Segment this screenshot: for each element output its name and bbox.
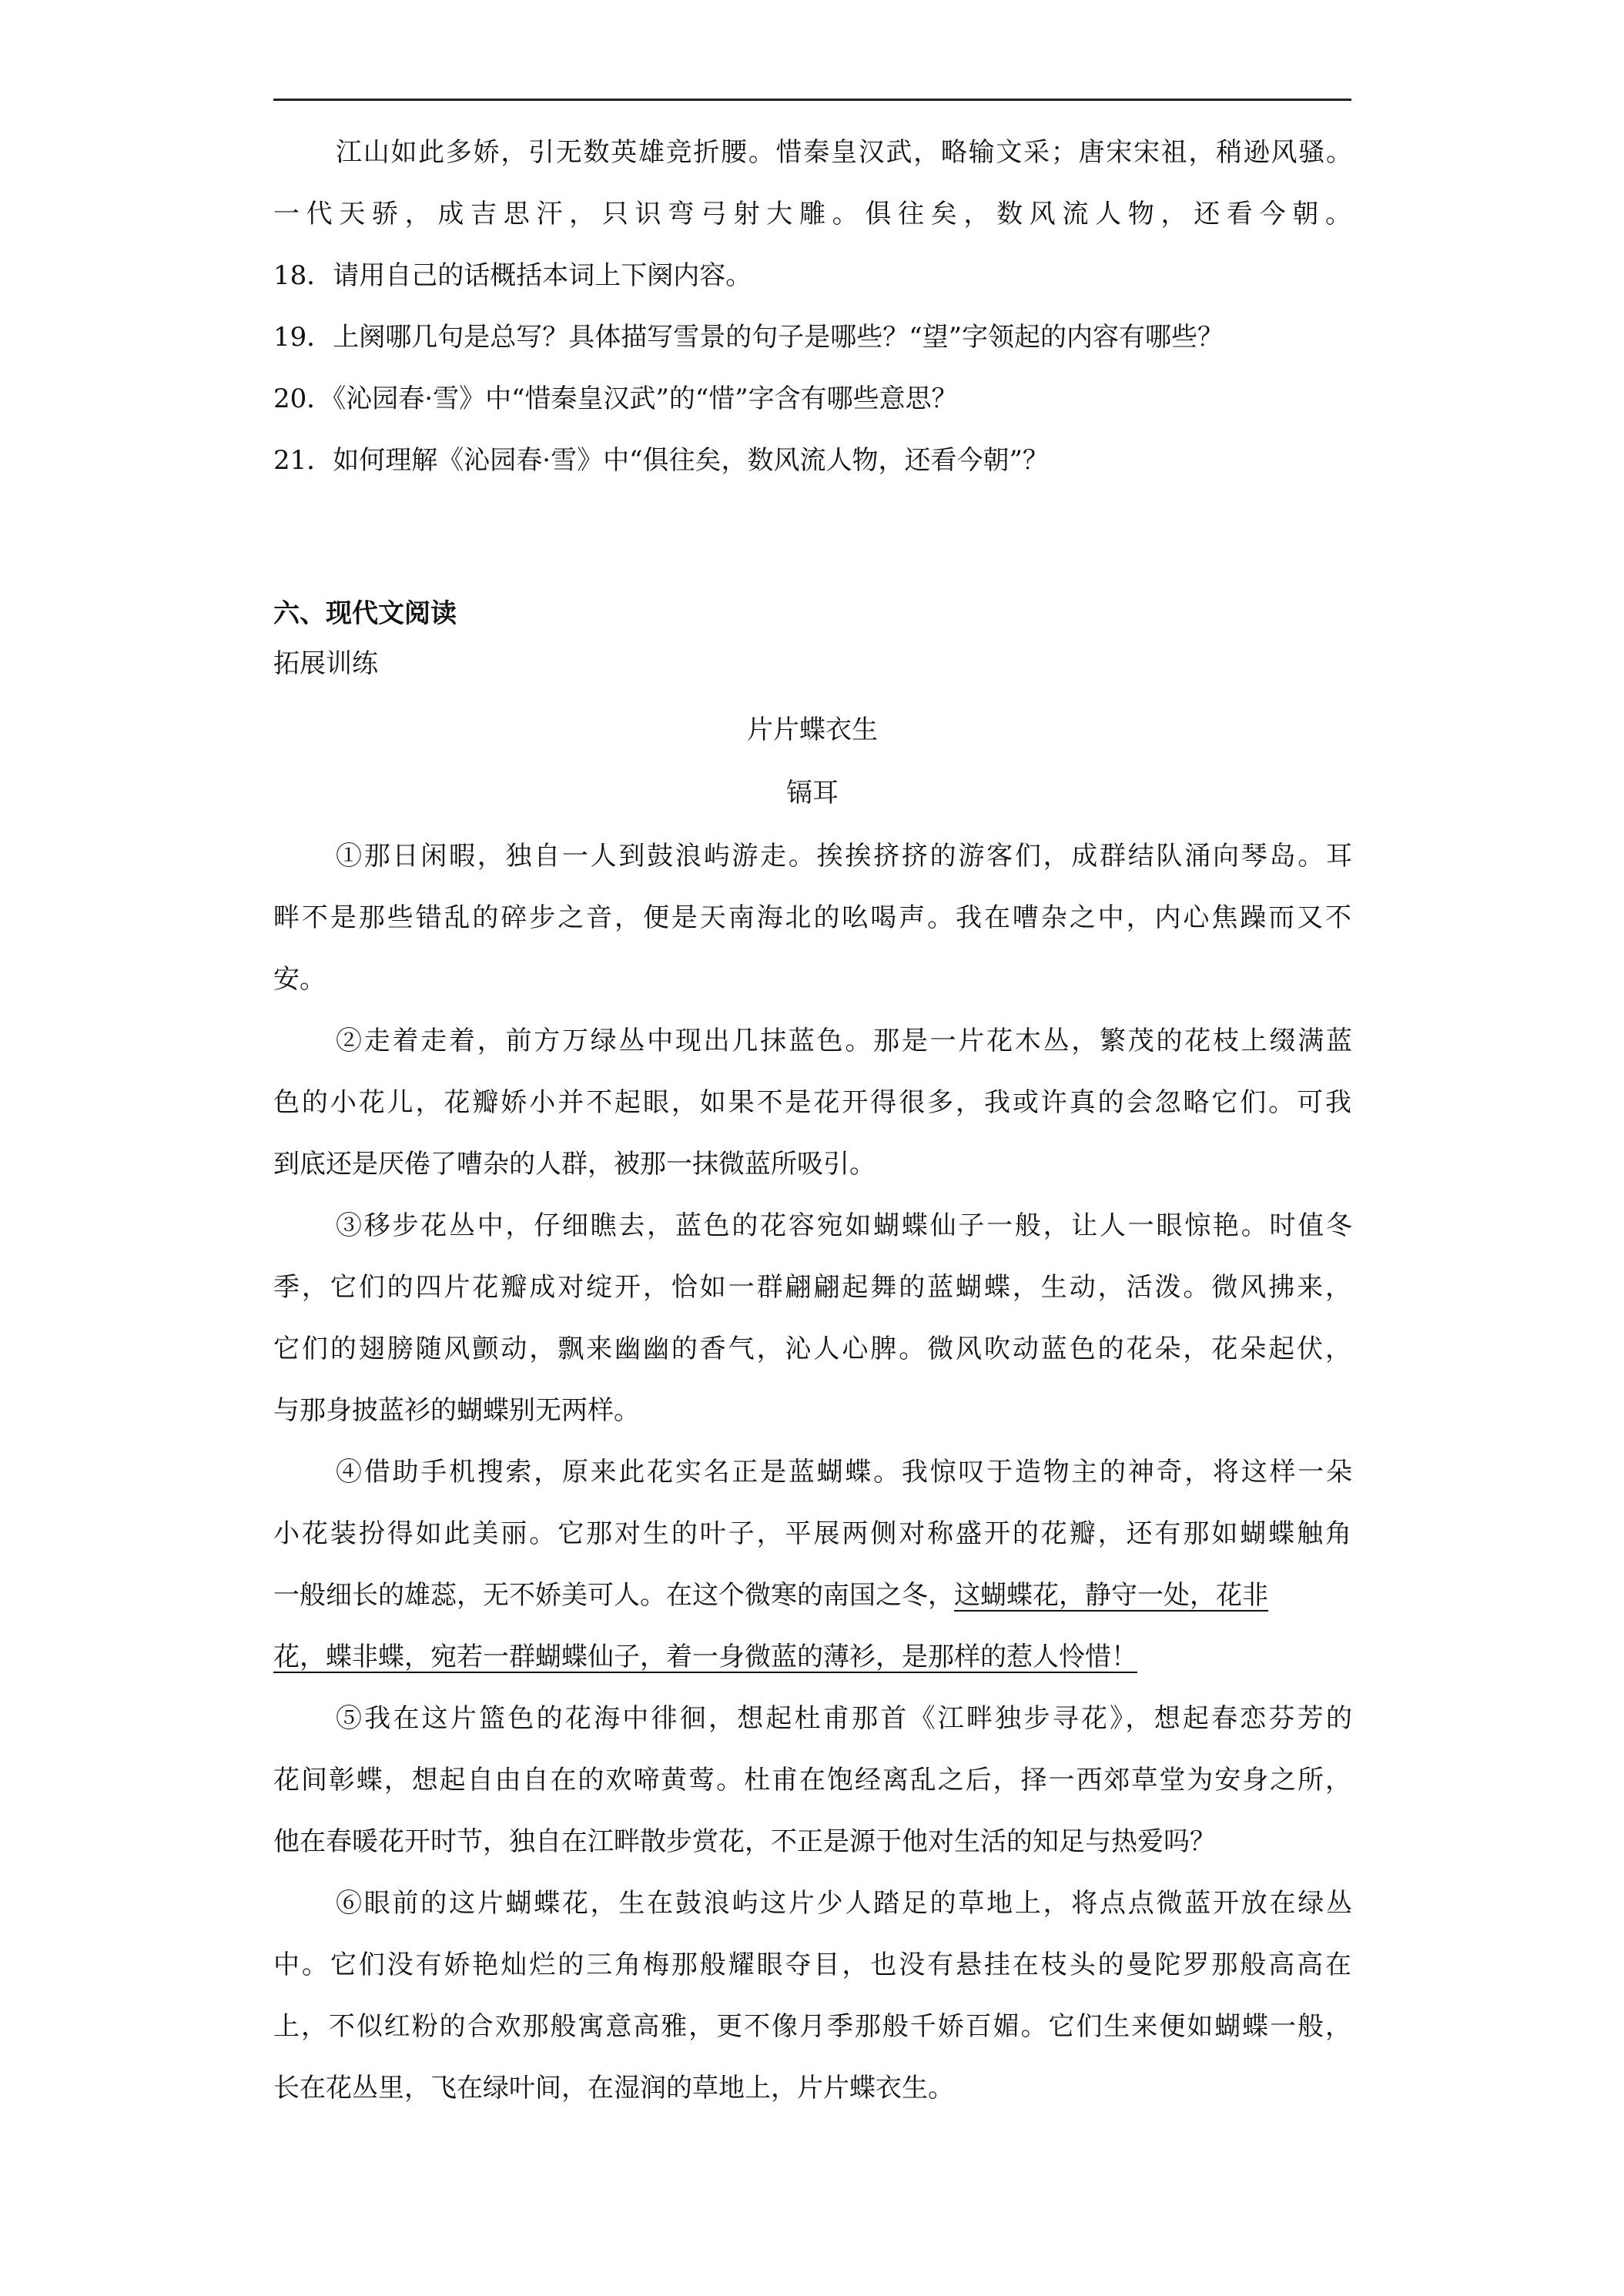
question-18: 18．请用自己的话概括本词上下阕内容。 bbox=[273, 260, 752, 291]
section-subheading: 拓展训练 bbox=[273, 648, 378, 679]
section-heading: 六、现代文阅读 bbox=[273, 598, 457, 629]
header-rule bbox=[273, 99, 1351, 101]
paragraph-line: 色的小花儿，花瓣娇小并不起眼，如果不是花开得很多，我或许真的会忽略它们。可我 bbox=[273, 1087, 1351, 1118]
paragraph-text: 一般细长的雄蕊，无不娇美可人。在这个微寒的南国之冬， bbox=[273, 1580, 954, 1611]
paragraph-line: 中。它们没有娇艳灿烂的三角梅那般耀眼夺目，也没有悬挂在枝头的曼陀罗那般高高在 bbox=[273, 1950, 1351, 1980]
paragraph-line: 花间彰蝶，想起自由自在的欢啼黄莺。杜甫在饱经离乱之后，择一西郊草堂为安身之所， bbox=[273, 1765, 1351, 1796]
paragraph-line: ③移步花丛中，仔细瞧去，蓝色的花容宛如蝴蝶仙子一般，让人一眼惊艳。时值冬 bbox=[336, 1210, 1352, 1241]
paragraph-line: 它们的翅膀随风颤动，飘来幽幽的香气，沁人心脾。微风吹动蓝色的花朵，花朵起伏， bbox=[273, 1334, 1351, 1364]
underlined-sentence: 这蝴蝶花，静守一处，花非 bbox=[954, 1580, 1268, 1611]
article-title: 片片蝶衣生 bbox=[747, 715, 878, 745]
paragraph-line: 畔不是那些错乱的碎步之音，便是天南海北的吆喝声。我在嘈杂之中，内心焦躁而又不 bbox=[273, 902, 1351, 933]
question-19: 19．上阕哪几句是总写？具体描写雪景的句子是哪些？“望”字领起的内容有哪些？ bbox=[273, 322, 1224, 353]
paragraph-line: 小花装扮得如此美丽。它那对生的叶子，平展两侧对称盛开的花瓣，还有那如蝴蝶触角 bbox=[273, 1518, 1351, 1549]
paragraph-line: 与那身披蓝衫的蝴蝶别无两样。 bbox=[273, 1395, 640, 1426]
paragraph-line: ①那日闲暇，独自一人到鼓浪屿游走。挨挨挤挤的游客们，成群结队涌向琴岛。耳 bbox=[336, 841, 1352, 872]
paragraph-line: 上，不似红粉的合欢那般寓意高雅，更不像月季那般千娇百媚。它们生来便如蝴蝶一般， bbox=[273, 2011, 1351, 2042]
paragraph-line: 长在花丛里，飞在绿叶间，在湿润的草地上，片片蝶衣生。 bbox=[273, 2073, 954, 2104]
poem-line: 一代天骄，成吉思汗，只识弯弓射大雕。俱往矣，数风流人物，还看今朝。 bbox=[273, 199, 1351, 229]
paragraph-line bbox=[273, 1638, 1351, 1675]
paragraph-line: 到底还是厌倦了嘈杂的人群，被那一抹微蓝所吸引。 bbox=[273, 1149, 876, 1180]
paragraph-line: ④借助手机搜索，原来此花实名正是蓝蝴蝶。我惊叹于造物主的神奇，将这样一朵 bbox=[336, 1457, 1352, 1488]
paragraph-line: 季，它们的四片花瓣成对绽开，恰如一群翩翩起舞的蓝蝴蝶，生动，活泼。微风拂来， bbox=[273, 1272, 1351, 1303]
underlined-sentence: 花，蝶非蝶，宛若一群蝴蝶仙子，着一身微蓝的薄衫，是那样的惹人怜惜！ bbox=[273, 1642, 1137, 1672]
question-20: 20．《沁园春·雪》中“惜秦皇汉武”的“惜”字含有哪些意思？ bbox=[273, 383, 958, 414]
paragraph-line: ⑥眼前的这片蝴蝶花，生在鼓浪屿这片少人踏足的草地上，将点点微蓝开放在绿丛 bbox=[336, 1888, 1352, 1919]
paragraph-line: ②走着走着，前方万绿丛中现出几抹蓝色。那是一片花木丛，繁茂的花枝上缀满蓝 bbox=[336, 1026, 1352, 1056]
poem-line: 江山如此多娇，引无数英雄竞折腰。惜秦皇汉武，略输文采；唐宋宋祖，稍逊风骚。 bbox=[336, 137, 1352, 168]
paragraph-line: 他在春暖花开时节，独自在江畔散步赏花，不正是源于他对生活的知足与热爱吗？ bbox=[273, 1826, 1216, 1857]
paragraph-line bbox=[273, 1577, 1351, 1614]
article-author: 镉耳 bbox=[786, 778, 839, 808]
question-21: 21．如何理解《沁园春·雪》中“俱往矣，数风流人物，还看今朝”？ bbox=[273, 445, 1049, 476]
paragraph-line: ⑤我在这片篮色的花海中徘徊，想起杜甫那首《江畔独步寻花》，想起春恋芬芳的 bbox=[336, 1703, 1352, 1734]
paragraph-line: 安。 bbox=[273, 964, 326, 995]
